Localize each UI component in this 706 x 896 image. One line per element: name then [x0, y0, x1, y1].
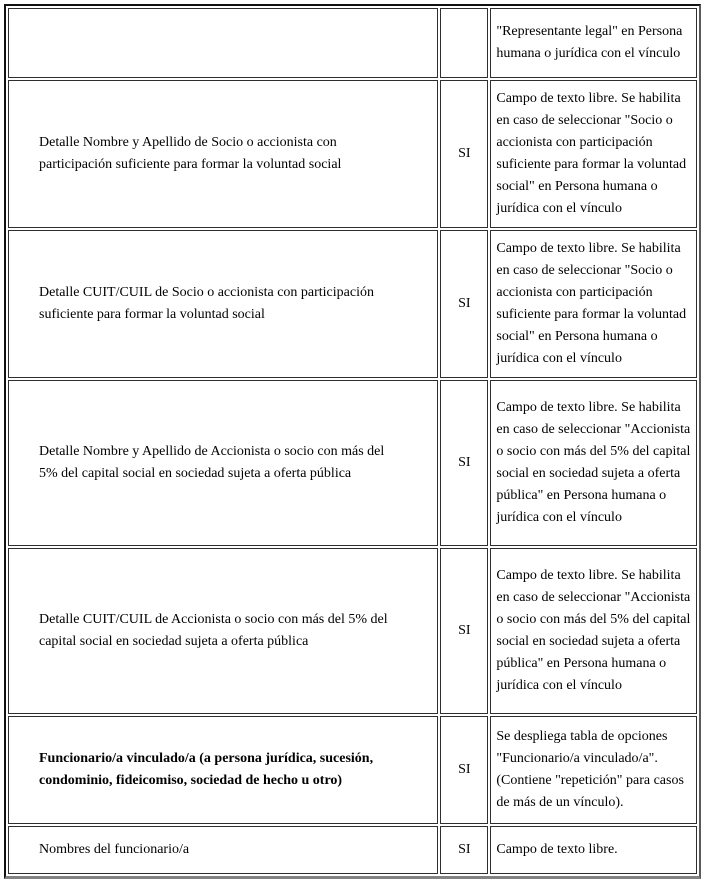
required-flag-cell: SI — [440, 230, 488, 378]
field-cell: Funcionario/a vinculado/a (a persona jurídica, sucesión, condominio, fideicomiso, sociedad de hecho u otro) — [8, 716, 438, 824]
required-flag-cell: SI — [440, 80, 488, 228]
description-cell: Campo de texto libre. Se habilita en caso de seleccionar "Socio o accionista con participación suficiente para formar la voluntad social" en Persona humana o jurídica con el vínculo — [490, 80, 697, 228]
field-cell: Detalle Nombre y Apellido de Socio o accionista con participación suficiente para formar la voluntad social — [8, 80, 438, 228]
table-row — [8, 548, 697, 714]
table-row — [8, 826, 697, 874]
description-cell: Campo de texto libre. — [490, 826, 697, 874]
required-flag-cell: SI — [440, 380, 488, 546]
required-flag-cell — [440, 8, 488, 78]
description-cell: Campo de texto libre. Se habilita en caso de seleccionar "Accionista o socio con más del 5% del capital social en sociedad sujeta a oferta pública" en Persona humana o jurídica con el vínculo — [490, 380, 697, 546]
field-cell: Detalle Nombre y Apellido de Accionista o socio con más del 5% del capital social en sociedad sujeta a oferta pública — [8, 380, 438, 546]
table-row — [8, 80, 697, 228]
required-flag-cell: SI — [440, 548, 488, 714]
description-cell: Campo de texto libre. Se habilita en caso de seleccionar "Socio o accionista con participación suficiente para formar la voluntad social" en Persona humana o jurídica con el vínculo — [490, 230, 697, 378]
required-flag-cell: SI — [440, 826, 488, 874]
table-row — [8, 8, 697, 78]
requirements-table — [4, 4, 701, 879]
description-cell: Campo de texto libre. Se habilita en caso de seleccionar "Accionista o socio con más del 5% del capital social en sociedad sujeta a oferta pública" en Persona humana o jurídica con el vínculo — [490, 548, 697, 714]
field-cell: Nombres del funcionario/a — [8, 826, 438, 874]
table-row — [8, 380, 697, 546]
field-cell: Detalle CUIT/CUIL de Accionista o socio con más del 5% del capital social en sociedad sujeta a oferta pública — [8, 548, 438, 714]
table-row — [8, 716, 697, 824]
description-cell: Se despliega tabla de opciones "Funcionario/a vinculado/a". (Contiene "repetición" para casos de más de un vínculo). — [490, 716, 697, 824]
required-flag-cell: SI — [440, 716, 488, 824]
description-cell: "Representante legal" en Persona humana o jurídica con el vínculo — [490, 8, 697, 78]
field-cell: Detalle CUIT/CUIL de Socio o accionista con participación suficiente para formar la voluntad social — [8, 230, 438, 378]
field-cell — [8, 8, 438, 78]
table-row — [8, 230, 697, 378]
